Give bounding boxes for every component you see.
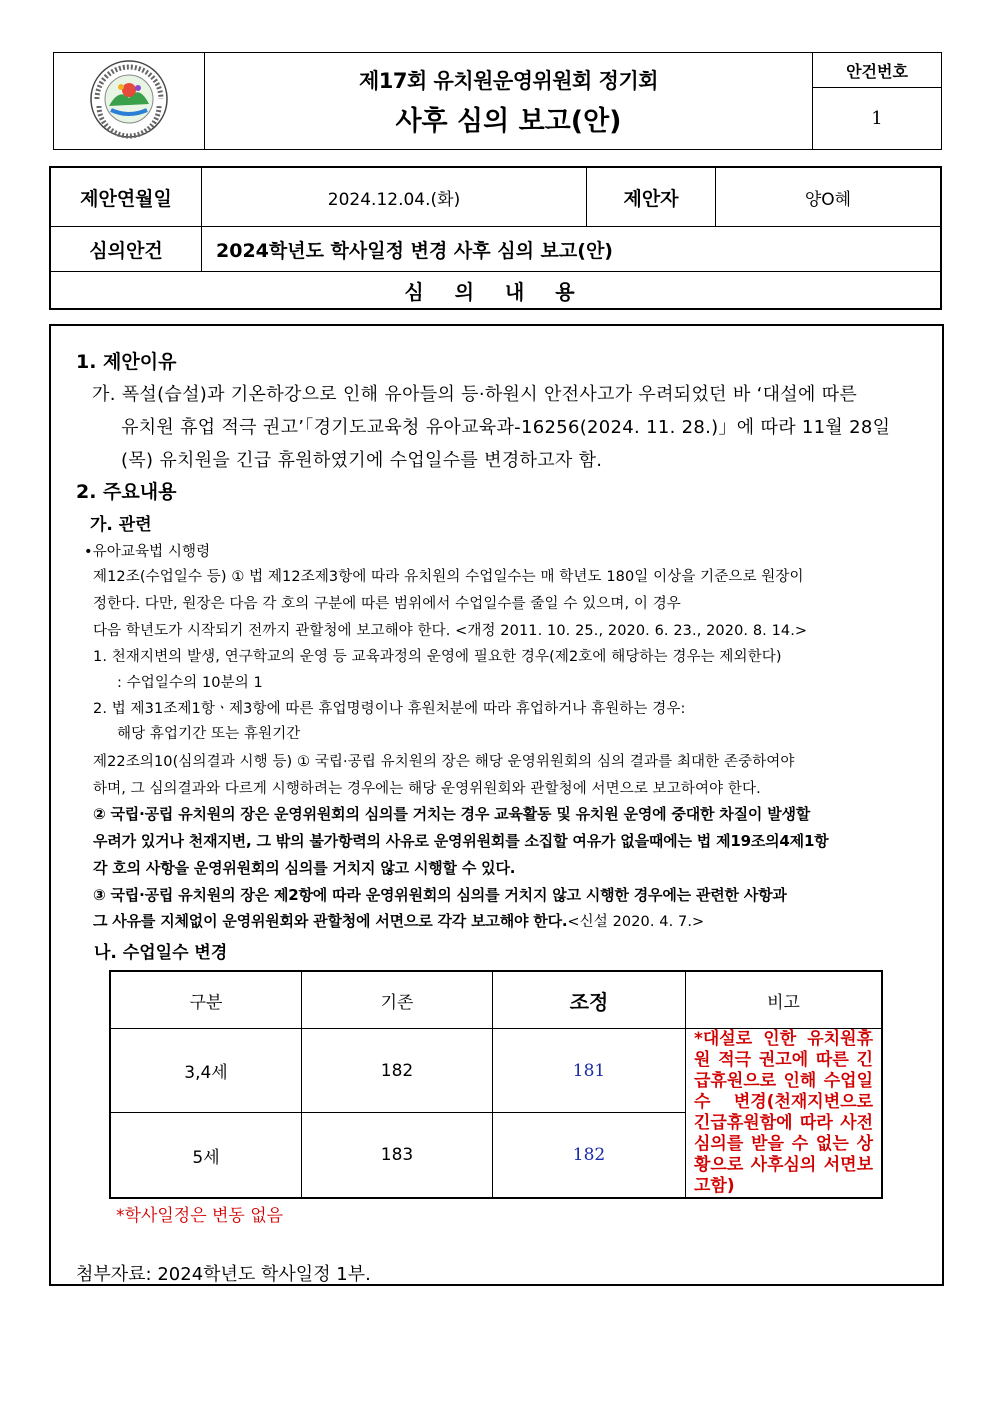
law-line: 1. 천재지변의 발생, 연구학교의 운영 등 교육과정의 운영에 필요한 경우(제2호에 해당하는 경우는 제외한다): [93, 649, 782, 665]
law-bold-line-wrap: [93, 910, 704, 931]
date-label: 제안연월일: [50, 167, 202, 227]
section1-line: 유치원 휴업 적극 권고’「경기도교육청 유아교육과-16256(2024. 11. 28.)」에 따라 11월 28일: [121, 417, 891, 438]
agenda-number: 1: [813, 88, 942, 150]
agenda-label: 심의안건: [50, 227, 202, 272]
row-after: 181: [493, 1029, 686, 1113]
law-bold-line: 우려가 있거나 천재지변, 그 밖의 불가항력의 사유로 운영위원회를 소집할 여유가 없을때에는 법 제19조의4제1항: [93, 832, 829, 850]
proposer-value: 양O혜: [716, 167, 942, 227]
col-header-note: 비고: [686, 971, 883, 1029]
header-table: [53, 52, 942, 150]
law-bold-line: ② 국립·공립 유치원의 장은 운영위원회의 심의를 거치는 경우 교육활동 및 유치원 운영에 중대한 차질이 발생할: [93, 805, 811, 823]
kindergarten-seal-icon: [81, 54, 177, 144]
class-days-table: [109, 970, 883, 1199]
col-header-before: 기존: [302, 971, 493, 1029]
law-line: 제12조(수업일수 등) ① 법 제12조제3항에 따라 유치원의 수업일수는 매 학년도 180일 이상을 기준으로 원장이: [93, 569, 804, 585]
section-title: 심 의 내 용: [50, 272, 941, 310]
agenda-value: 2024학년도 학사일정 변경 사후 심의 보고(안): [202, 227, 942, 272]
law-bold-line: 그 사유를 지체없이 운영위원회와 관할청에 서면으로 각각 보고해야 한다.: [93, 912, 568, 930]
law-line: 하며, 그 심의결과와 다르게 시행하려는 경우에는 해당 운영위원회와 관할청에 서면으로 보고하여야 한다.: [93, 781, 761, 797]
law-line: 제22조의10(심의결과 시행 등) ① 국립·공립 유치원의 장은 해당 운영위원회의 심의 결과를 최대한 존중하여야: [93, 754, 795, 770]
law-line: : 수업일수의 10분의 1: [117, 675, 263, 691]
law-amend-note: <신설 2020. 4. 7.>: [567, 914, 705, 930]
row-before: 183: [302, 1113, 493, 1198]
info-table: [49, 166, 942, 310]
row-group: 3,4세: [110, 1029, 302, 1113]
logo-cell: [54, 53, 205, 150]
section2-title: 2. 주요내용: [76, 481, 177, 503]
subsection-b-title: 나. 수업일수 변경: [94, 943, 228, 963]
title-cell: [205, 53, 813, 150]
section1-title: 1. 제안이유: [76, 351, 177, 373]
attachment-note: 첨부자료: 2024학년도 학사일정 1부.: [76, 1264, 371, 1285]
col-header-after: 조정: [493, 971, 686, 1029]
section1-line: (목) 유치원을 긴급 휴원하였기에 수업일수를 변경하고자 함.: [121, 450, 603, 471]
subsection-a-title: 가. 관련: [90, 515, 152, 535]
law-line: 2. 법 제31조제1항ㆍ제3항에 따른 휴업명령이나 휴원처분에 따라 휴업하거나 휴원하는 경우:: [93, 701, 686, 717]
section1-line: 가. 폭설(습설)과 기온하강으로 인해 유아들의 등·하원시 안전사고가 우려되었던 바 ‘대설에 따른: [92, 384, 858, 405]
law-line: 해당 휴업기간 또는 휴원기간: [117, 726, 301, 742]
document-title: 사후 심의 보고(안): [395, 105, 622, 137]
proposer-label: 제안자: [587, 167, 716, 227]
law-bold-line: ③ 국립·공립 유치원의 장은 제2항에 따라 운영위원회의 심의를 거치지 않고 시행한 경우에는 관련한 사항과: [93, 886, 787, 904]
law-line: 다음 학년도가 시작되기 전까지 관할청에 보고해야 한다. <개정 2011. 10. 25., 2020. 6. 23., 2020. 8. 14.>: [93, 623, 808, 639]
row-before: 182: [302, 1029, 493, 1113]
note-cell: *대설로 인한 유치원휴원 적극 권고에 따른 긴급휴원으로 인해 수업일수 변경(천재지변으로 긴급휴원함에 따라 사전심의를 받을 수 없는 상황으로 사후심의 서면보고함): [686, 1029, 883, 1199]
meeting-name: 제17회 유치원운영위원회 정기회: [358, 68, 659, 93]
law-line: 정한다. 다만, 원장은 다음 각 호의 구분에 따른 범위에서 수업일수를 줄일 수 있으며, 이 경우: [93, 596, 681, 612]
law-title: •유아교육법 시행령: [84, 544, 211, 560]
no-change-note: *학사일정은 변동 없음: [116, 1206, 284, 1226]
col-header-group: 구분: [110, 971, 302, 1029]
agenda-number-label: 안건번호: [813, 53, 942, 88]
row-after: 182: [493, 1113, 686, 1198]
law-bold-line: 각 호의 사항을 운영위원회의 심의를 거치지 않고 시행할 수 있다.: [93, 859, 516, 877]
row-group: 5세: [110, 1113, 302, 1198]
date-value: 2024.12.04.(화): [202, 167, 587, 227]
